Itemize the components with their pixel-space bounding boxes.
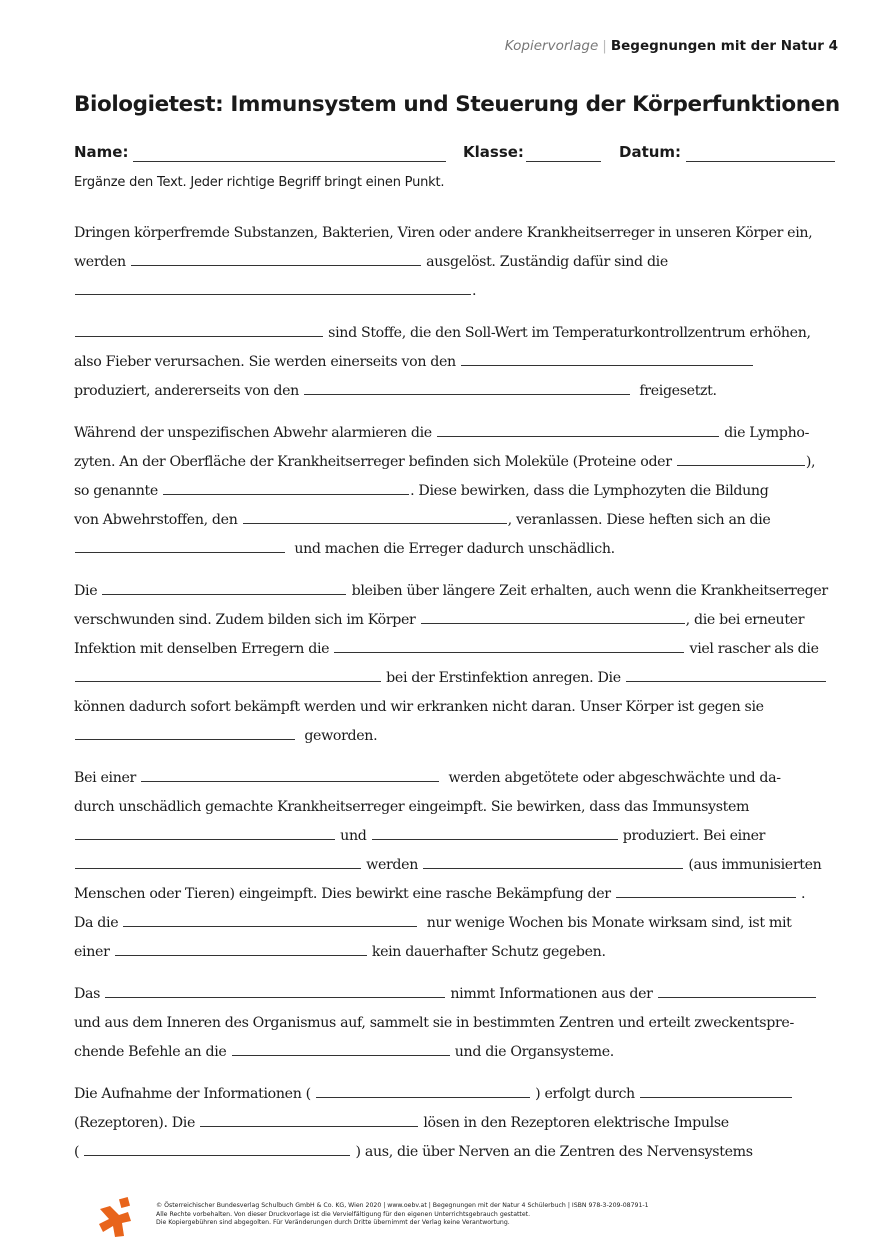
fill-in-blank[interactable] [243, 506, 507, 524]
text-segment: (aus immunisierten [684, 857, 822, 873]
paragraph [74, 1080, 834, 1167]
text-segment: Die Aufnahme der Informationen ( [74, 1086, 315, 1102]
text-segment: von Abwehrstoffen, den [74, 512, 242, 528]
fill-in-blank[interactable] [423, 851, 683, 869]
text-line [74, 822, 834, 851]
text-segment: so genannte [74, 483, 163, 499]
fill-in-blank[interactable] [658, 980, 816, 998]
fill-in-blank[interactable] [75, 851, 361, 869]
text-line [74, 938, 834, 967]
text-segment: werden abgetötete oder abgeschwächte und da- [440, 770, 781, 786]
text-line [74, 693, 834, 722]
text-segment: . [472, 283, 477, 299]
text-line [74, 1009, 834, 1038]
text-segment: zyten. An der Oberfläche der Krankheitserreger befinden sich Moleküle (Proteine oder [74, 454, 676, 470]
fill-in-blank[interactable] [372, 822, 618, 840]
text-segment: und [336, 828, 371, 844]
text-segment: Da die [74, 915, 123, 931]
copyright-line: © Österreichischer Bundesverlag Schulbuch GmbH & Co. KG, Wien 2020 | www.oebv.at | Begegnungen mit der Natur 4 Schülerbuch | ISBN 978-3-209-08791-1 [156, 1202, 649, 1209]
text-segment: werden [74, 254, 130, 270]
book-title: Begegnungen mit der Natur 4 [610, 38, 838, 54]
text-line [74, 319, 834, 348]
text-segment: produziert, andererseits von den [74, 383, 304, 399]
text-line [74, 635, 834, 664]
text-line [74, 477, 834, 506]
text-segment: durch unschädlich gemachte Krankheitserreger eingeimpft. Sie bewirken, dass das Immunsystem [74, 799, 750, 815]
text-line [74, 577, 834, 606]
text-line [74, 348, 834, 377]
text-segment: die Lympho- [719, 425, 810, 441]
class-field[interactable] [526, 161, 601, 162]
paragraph-gap [74, 967, 834, 980]
fill-in-blank[interactable] [131, 248, 421, 266]
text-line [74, 448, 834, 477]
fill-in-blank[interactable] [75, 822, 335, 840]
text-line [74, 880, 834, 909]
text-segment: ) aus, die über Nerven an die Zentren des Nervensystems [351, 1144, 753, 1160]
fill-in-blank[interactable] [123, 909, 417, 927]
name-label: Name: [74, 143, 129, 161]
fill-in-blank[interactable] [141, 764, 439, 782]
copyright-line: Die Kopiergebühren sind abgegolten. Für Veränderungen durch Dritte übernimmt der Verlag keine Verantwortung. [156, 1219, 510, 1227]
text-segment: kein dauerhafter Schutz gegeben. [367, 944, 606, 960]
fill-in-blank[interactable] [616, 880, 796, 898]
fill-in-blank[interactable] [75, 722, 295, 740]
text-segment: geworden. [296, 728, 378, 744]
fill-in-blank[interactable] [75, 277, 471, 295]
text-line [74, 535, 834, 564]
text-line [74, 764, 834, 793]
student-info-fields [74, 143, 836, 165]
fill-in-blank[interactable] [461, 348, 753, 366]
cloze-text [74, 219, 834, 1167]
series-label: Kopiervorlage [504, 38, 599, 54]
text-segment: ) erfolgt durch [531, 1086, 640, 1102]
text-line [74, 248, 834, 277]
fill-in-blank[interactable] [677, 448, 805, 466]
paragraph-gap [74, 306, 834, 319]
fill-in-blank[interactable] [232, 1038, 450, 1056]
text-segment: lösen in den Rezeptoren elektrische Impulse [419, 1115, 729, 1131]
text-line [74, 793, 834, 822]
text-segment: und die Organsysteme. [450, 1044, 614, 1060]
fill-in-blank[interactable] [102, 577, 346, 595]
paragraph-gap [74, 1067, 834, 1080]
text-line [74, 909, 834, 938]
text-line [74, 419, 834, 448]
text-segment: ( [74, 1144, 84, 1160]
date-label: Datum: [619, 143, 682, 161]
text-segment: Das [74, 986, 105, 1002]
fill-in-blank[interactable] [200, 1109, 418, 1127]
text-segment: werden [362, 857, 423, 873]
text-segment: . [796, 886, 806, 902]
text-line [74, 980, 834, 1009]
text-segment: bleiben über längere Zeit erhalten, auch wenn die Krankheitserreger [347, 583, 828, 599]
text-segment: nur wenige Wochen bis Monate wirksam sind, ist mit [418, 915, 792, 931]
text-segment: chende Befehle an die [74, 1044, 231, 1060]
date-field[interactable] [686, 161, 835, 162]
paragraph [74, 219, 834, 306]
paragraph [74, 764, 834, 967]
page-footer [98, 1196, 798, 1240]
fill-in-blank[interactable] [316, 1080, 530, 1098]
name-field[interactable] [133, 161, 446, 162]
text-line [74, 377, 834, 406]
text-segment: , veranlassen. Diese heften sich an die [507, 512, 771, 528]
copyright-text [156, 1202, 649, 1228]
text-segment: ausgelöst. Zuständig dafür sind die [422, 254, 668, 270]
text-segment: und aus dem Inneren des Organismus auf, sammelt sie in bestimmten Zentren und erteilt zweckentspre- [74, 1015, 794, 1031]
text-segment: also Fieber verursachen. Sie werden einerseits von den [74, 354, 461, 370]
text-segment: Infektion mit denselben Erregern die [74, 641, 334, 657]
text-segment: produziert. Bei einer [618, 828, 766, 844]
text-segment: sind Stoffe, die den Soll-Wert im Temperaturkontrollzentrum erhöhen, [324, 325, 811, 341]
text-line [74, 1038, 834, 1067]
text-line [74, 1080, 834, 1109]
fill-in-blank[interactable] [105, 980, 445, 998]
text-segment: (Rezeptoren). Die [74, 1115, 200, 1131]
paragraph [74, 577, 834, 751]
text-segment: bei der Erstinfektion anregen. Die [382, 670, 625, 686]
text-segment: ), [805, 454, 816, 470]
text-segment: nimmt Informationen aus der [446, 986, 657, 1002]
page-header [505, 38, 838, 54]
text-segment: und machen die Erreger dadurch unschädlich. [286, 541, 615, 557]
text-segment: Menschen oder Tieren) eingeimpft. Dies bewirkt eine rasche Bekämpfung der [74, 886, 615, 902]
text-segment: , die bei erneuter [685, 612, 805, 628]
text-line [74, 277, 834, 306]
text-line [74, 1109, 834, 1138]
text-segment: Dringen körperfremde Substanzen, Bakterien, Viren oder andere Krankheitserreger in unseren Körper ein, [74, 225, 813, 241]
text-line [74, 1138, 834, 1167]
paragraph-gap [74, 564, 834, 577]
instruction-text: Ergänze den Text. Jeder richtige Begriff bringt einen Punkt. [74, 175, 445, 190]
page-title: Biologietest: Immunsystem und Steuerung der Körperfunktionen [74, 92, 840, 117]
fill-in-blank[interactable] [334, 635, 684, 653]
paragraph-gap [74, 406, 834, 419]
fill-in-blank[interactable] [626, 664, 826, 682]
publisher-logo-icon [98, 1196, 140, 1238]
fill-in-blank[interactable] [115, 938, 367, 956]
class-label: Klasse: [463, 143, 524, 161]
text-segment: Die [74, 583, 102, 599]
text-segment: . Diese bewirken, dass die Lymphozyten die Bildung [410, 483, 769, 499]
fill-in-blank[interactable] [75, 664, 381, 682]
paragraph [74, 980, 834, 1067]
text-segment: Bei einer [74, 770, 141, 786]
fill-in-blank[interactable] [640, 1080, 792, 1098]
paragraph [74, 319, 834, 406]
fill-in-blank[interactable] [437, 419, 719, 437]
text-segment: Während der unspezifischen Abwehr alarmieren die [74, 425, 436, 441]
copyright-line: Alle Rechte vorbehalten. Von dieser Druckvorlage ist die Vervielfältigung für den eigenen Unterrichtsgebrauch gestattet. [156, 1210, 531, 1218]
fill-in-blank[interactable] [304, 377, 630, 395]
text-segment: freigesetzt. [631, 383, 717, 399]
text-segment: einer [74, 944, 114, 960]
paragraph-gap [74, 751, 834, 764]
header-separator: | [602, 38, 607, 54]
fill-in-blank[interactable] [75, 535, 285, 553]
text-line [74, 851, 834, 880]
text-line [74, 664, 834, 693]
paragraph [74, 419, 834, 564]
fill-in-blank[interactable] [84, 1138, 350, 1156]
fill-in-blank[interactable] [75, 319, 323, 337]
text-line [74, 506, 834, 535]
text-line [74, 219, 834, 248]
text-segment: können dadurch sofort bekämpft werden und wir erkranken nicht daran. Unser Körper ist gegen sie [74, 699, 764, 715]
text-line [74, 606, 834, 635]
fill-in-blank[interactable] [421, 606, 685, 624]
text-segment: verschwunden sind. Zudem bilden sich im Körper [74, 612, 420, 628]
text-line [74, 722, 834, 751]
fill-in-blank[interactable] [163, 477, 409, 495]
text-segment: viel rascher als die [685, 641, 819, 657]
